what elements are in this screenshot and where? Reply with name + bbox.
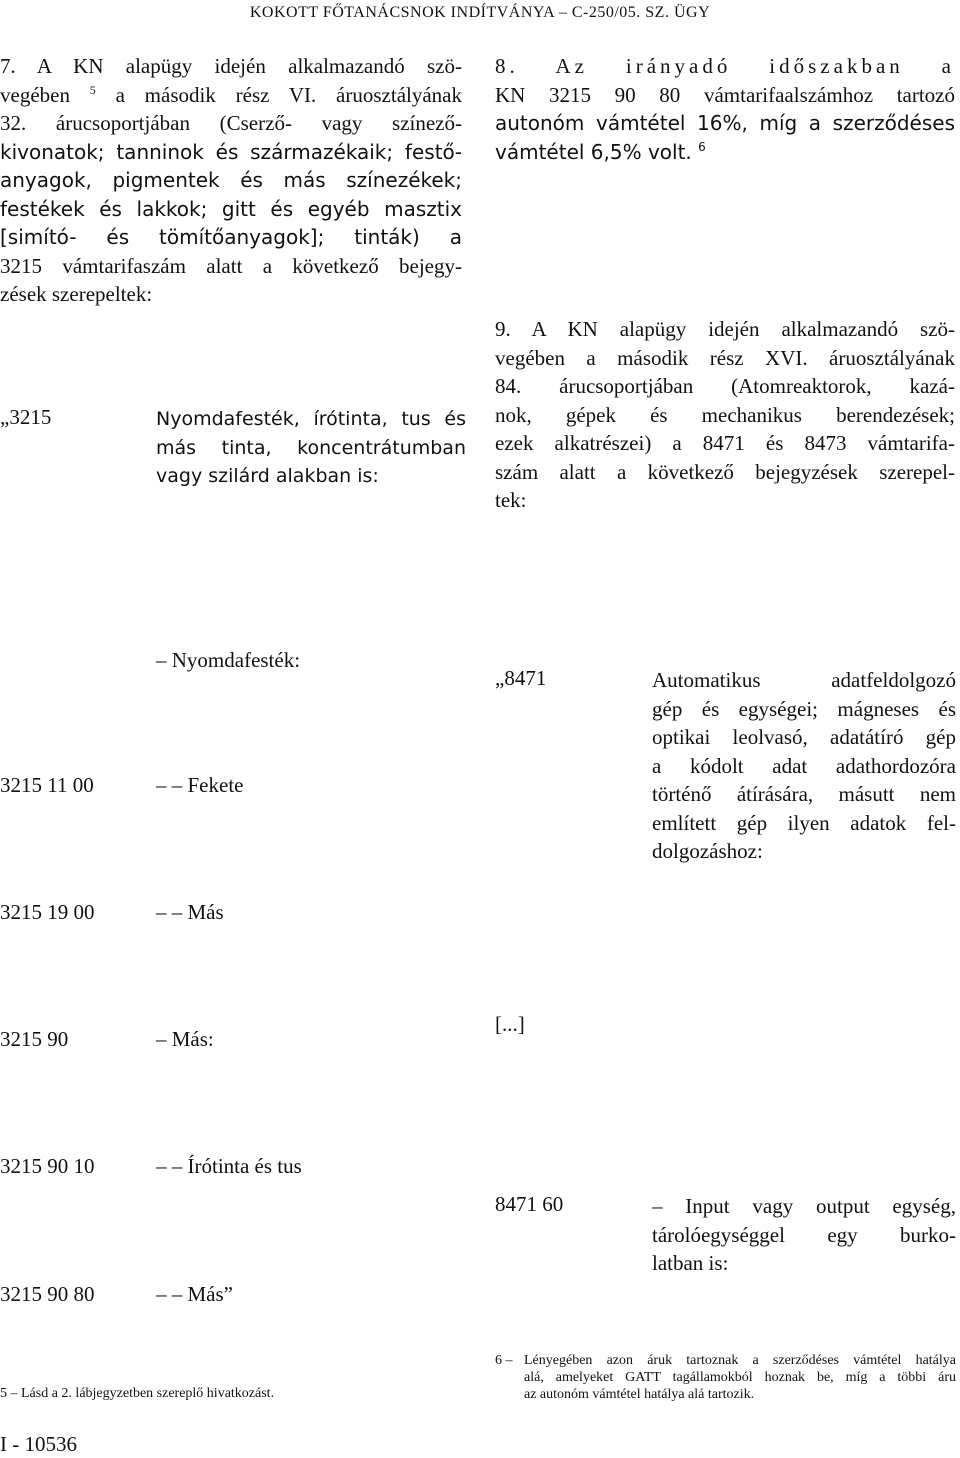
desc-line: vagy szilárd alakban is: <box>156 465 379 487</box>
omission-marker: [...] <box>495 1012 525 1036</box>
footnote-ref-6[interactable]: 6 <box>698 139 706 154</box>
footnote-line: az autonóm vámtétel hatálya alá tartozik. <box>524 1387 755 1402</box>
tariff-row-desc: – – Írótinta és tus <box>156 1154 302 1178</box>
desc-line: optikai leolvasó, adatátíró gép <box>652 725 956 749</box>
para7-line: festékek és lakkok; gitt és egyéb masztix <box>0 196 462 221</box>
para7-line: [simító- és tömítőanyagok]; tinták) a <box>0 225 462 249</box>
tariff-desc-3215 <box>156 405 466 491</box>
desc-line: említett gép ilyen adatok fel- <box>652 810 956 835</box>
desc-line: a kódolt adat adathordozóra <box>652 753 956 778</box>
para9-line: nok, gépek és mechanikus berendezések; <box>495 402 955 427</box>
desc-line: gép és egységei; mágneses és <box>652 696 956 721</box>
desc-line: Automatikus adatfeldolgozó <box>652 668 956 692</box>
desc-line: – Input vagy output egység, <box>652 1194 956 1218</box>
tariff-row-desc: – – Fekete <box>156 773 244 797</box>
tariff-row-code: 3215 90 <box>0 1027 69 1051</box>
tariff-row-code: 3215 11 00 <box>0 773 94 797</box>
tariff-row-desc: – – Más” <box>156 1282 233 1306</box>
desc-line: tárolóegységgel egy burko- <box>652 1222 956 1247</box>
para9-line: vegében a második rész XVI. áruosztályának <box>495 345 955 370</box>
para7-line: anyagok, pigmentek és más színezékek; <box>0 168 462 192</box>
tariff-code-8471: „8471 <box>495 666 547 690</box>
footnote-line: Lényegében azon áruk tartoznak a szerződéses vámtétel hatálya <box>524 1353 956 1368</box>
paragraph-9 <box>495 315 955 515</box>
footnote-6-text <box>524 1352 956 1403</box>
desc-line: Nyomdafesték, írótinta, tus és <box>156 408 466 430</box>
para7-line: zések szerepeltek: <box>0 282 153 306</box>
para9-line: 9. A KN alapügy idején alkalmazandó szö- <box>495 317 955 341</box>
tariff-row-desc: – Más: <box>156 1027 214 1051</box>
footnote-ref-5[interactable]: 5 <box>89 82 96 97</box>
tariff-desc-8471 <box>652 666 956 866</box>
paragraph-8 <box>495 52 955 166</box>
tariff-row-code: 3215 90 80 <box>0 1282 95 1306</box>
tariff-row-desc: – – Más <box>156 900 224 924</box>
para7-line: 3215 vámtarifaszám alatt a következő bejegy- <box>0 253 462 278</box>
page-number: I - 10536 <box>0 1432 77 1456</box>
tariff-code-8471-60: 8471 60 <box>495 1192 564 1216</box>
desc-line: latban is: <box>652 1251 729 1275</box>
para7-line: vegében $^5$ a második rész VI. áruosztályának <box>0 82 462 107</box>
para8-line: autonóm vámtétel 16%, míg a szerződéses <box>495 111 955 135</box>
desc-line: más tinta, koncentrátumban <box>156 436 466 459</box>
desc-line: történő átírására, másutt nem <box>652 782 956 806</box>
paragraph-7 <box>0 52 462 309</box>
desc-line: dolgozáshoz: <box>652 839 763 863</box>
para7-line: 32. árucsoportjában (Cserző- vagy színező- <box>0 111 462 135</box>
running-header: KOKOTT FŐTANÁCSNOK INDÍTVÁNYA – C-250/05. SZ. ÜGY <box>249 4 711 21</box>
para7-line: 7. A KN alapügy idején alkalmazandó szö- <box>0 54 462 78</box>
tariff-desc-8471-60 <box>652 1192 956 1278</box>
para9-line: ezek alkatrészei) a 8471 és 8473 vámtarifa- <box>495 431 955 455</box>
footnote-5: 5 – Lásd a 2. lábjegyzetben szereplő hivatkozást. <box>0 1386 275 1401</box>
tariff-code-3215: „3215 <box>0 405 52 429</box>
para9-line: tek: <box>495 488 527 512</box>
para8-line: vámtétel 6,5% volt. $^6$ <box>495 139 706 164</box>
footnote-line: alá, amelyeket GATT tagállamokból hoznak be, míg a többi áru <box>524 1370 956 1385</box>
tariff-row-code: 3215 90 10 <box>0 1154 95 1178</box>
para9-line: 84. árucsoportjában (Atomreaktorok, kazá- <box>495 374 955 398</box>
para8-line: 8. Az irányadó időszakban a <box>495 54 955 78</box>
tariff-row-code: 3215 19 00 <box>0 900 95 924</box>
para7-line: kivonatok; tanninok és származékaik; festő- <box>0 139 462 164</box>
para8-line: KN 3215 90 80 vámtarifaalszámhoz tartozó <box>495 82 955 107</box>
para9-line: szám alatt a következő bejegyzések szerepel- <box>495 459 955 484</box>
footnote-6-number: 6 – <box>495 1353 513 1368</box>
tariff-row-desc: – Nyomdafesték: <box>156 648 301 672</box>
